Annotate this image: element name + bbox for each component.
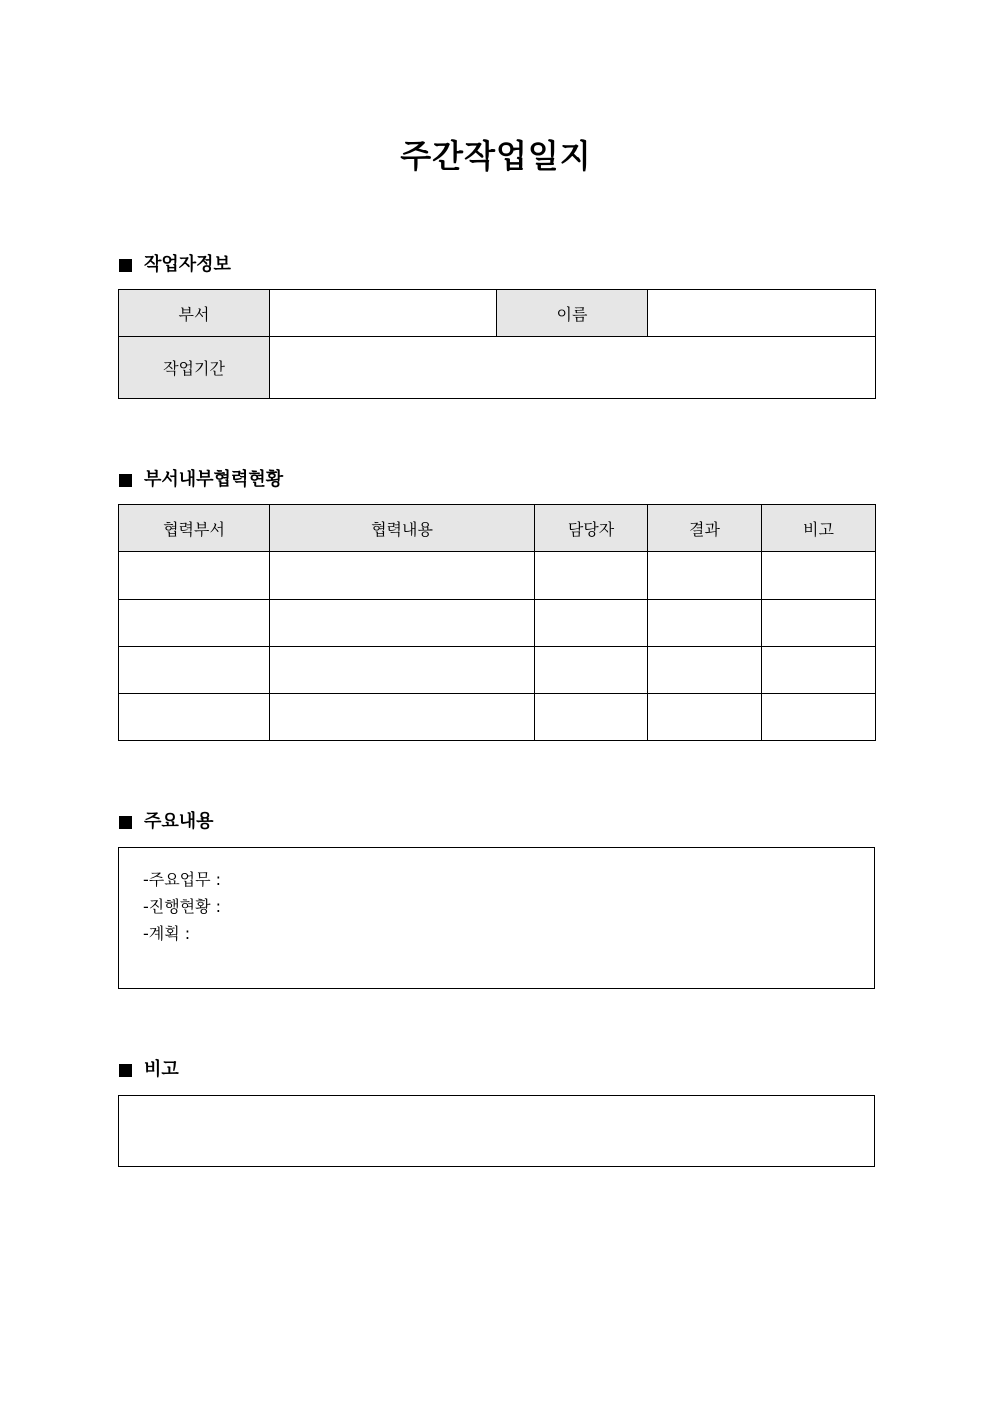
work-period-field[interactable] [270,337,876,399]
section-heading-label: 비고 [144,1059,179,1080]
table-cell[interactable] [270,600,535,647]
remarks-box[interactable] [118,1095,875,1167]
table-cell[interactable] [648,600,762,647]
table-cell[interactable] [648,647,762,694]
progress-status-line: -진행현황 : [143,897,222,916]
column-header: 협력내용 [270,505,535,552]
table-cell[interactable] [119,694,270,741]
department-field[interactable] [270,290,497,337]
plan-line: -계획 : [143,924,191,943]
table-cell[interactable] [648,694,762,741]
main-content-box[interactable] [118,847,875,989]
table-row [119,647,876,694]
section-heading-label: 부서내부협력현황 [144,469,284,490]
table-cell[interactable] [762,647,876,694]
table-cell[interactable] [270,694,535,741]
table-cell[interactable] [535,552,648,600]
cooperation-table [118,504,876,741]
table-row [119,552,876,600]
square-bullet-icon [119,259,132,272]
name-field[interactable] [648,290,876,337]
square-bullet-icon [119,816,132,829]
name-label: 이름 [497,290,648,337]
section-heading-worker-info [119,253,231,277]
section-heading-main-content [119,810,214,834]
worker-info-table [118,289,876,399]
work-period-label: 작업기간 [119,337,270,399]
remarks-value [119,1096,874,1116]
column-header: 협력부서 [119,505,270,552]
table-cell[interactable] [762,694,876,741]
table-cell[interactable] [119,552,270,600]
table-row [119,600,876,647]
section-heading-remarks [119,1058,179,1082]
column-header: 비고 [762,505,876,552]
section-heading-label: 주요내용 [144,811,214,832]
page-title: 주간작업일지 [400,137,592,175]
square-bullet-icon [119,474,132,487]
main-duty-line: -주요업무 : [143,870,222,889]
table-cell[interactable] [119,647,270,694]
table-cell[interactable] [119,600,270,647]
table-cell[interactable] [648,552,762,600]
table-cell[interactable] [762,600,876,647]
column-header: 결과 [648,505,762,552]
table-cell[interactable] [535,694,648,741]
column-header: 담당자 [535,505,648,552]
table-cell[interactable] [270,647,535,694]
section-heading-cooperation [119,468,283,492]
table-row [119,694,876,741]
table-cell[interactable] [535,600,648,647]
section-heading-label: 작업자정보 [144,254,231,275]
table-cell[interactable] [535,647,648,694]
table-cell[interactable] [762,552,876,600]
square-bullet-icon [119,1064,132,1077]
department-label: 부서 [119,290,270,337]
table-cell[interactable] [270,552,535,600]
